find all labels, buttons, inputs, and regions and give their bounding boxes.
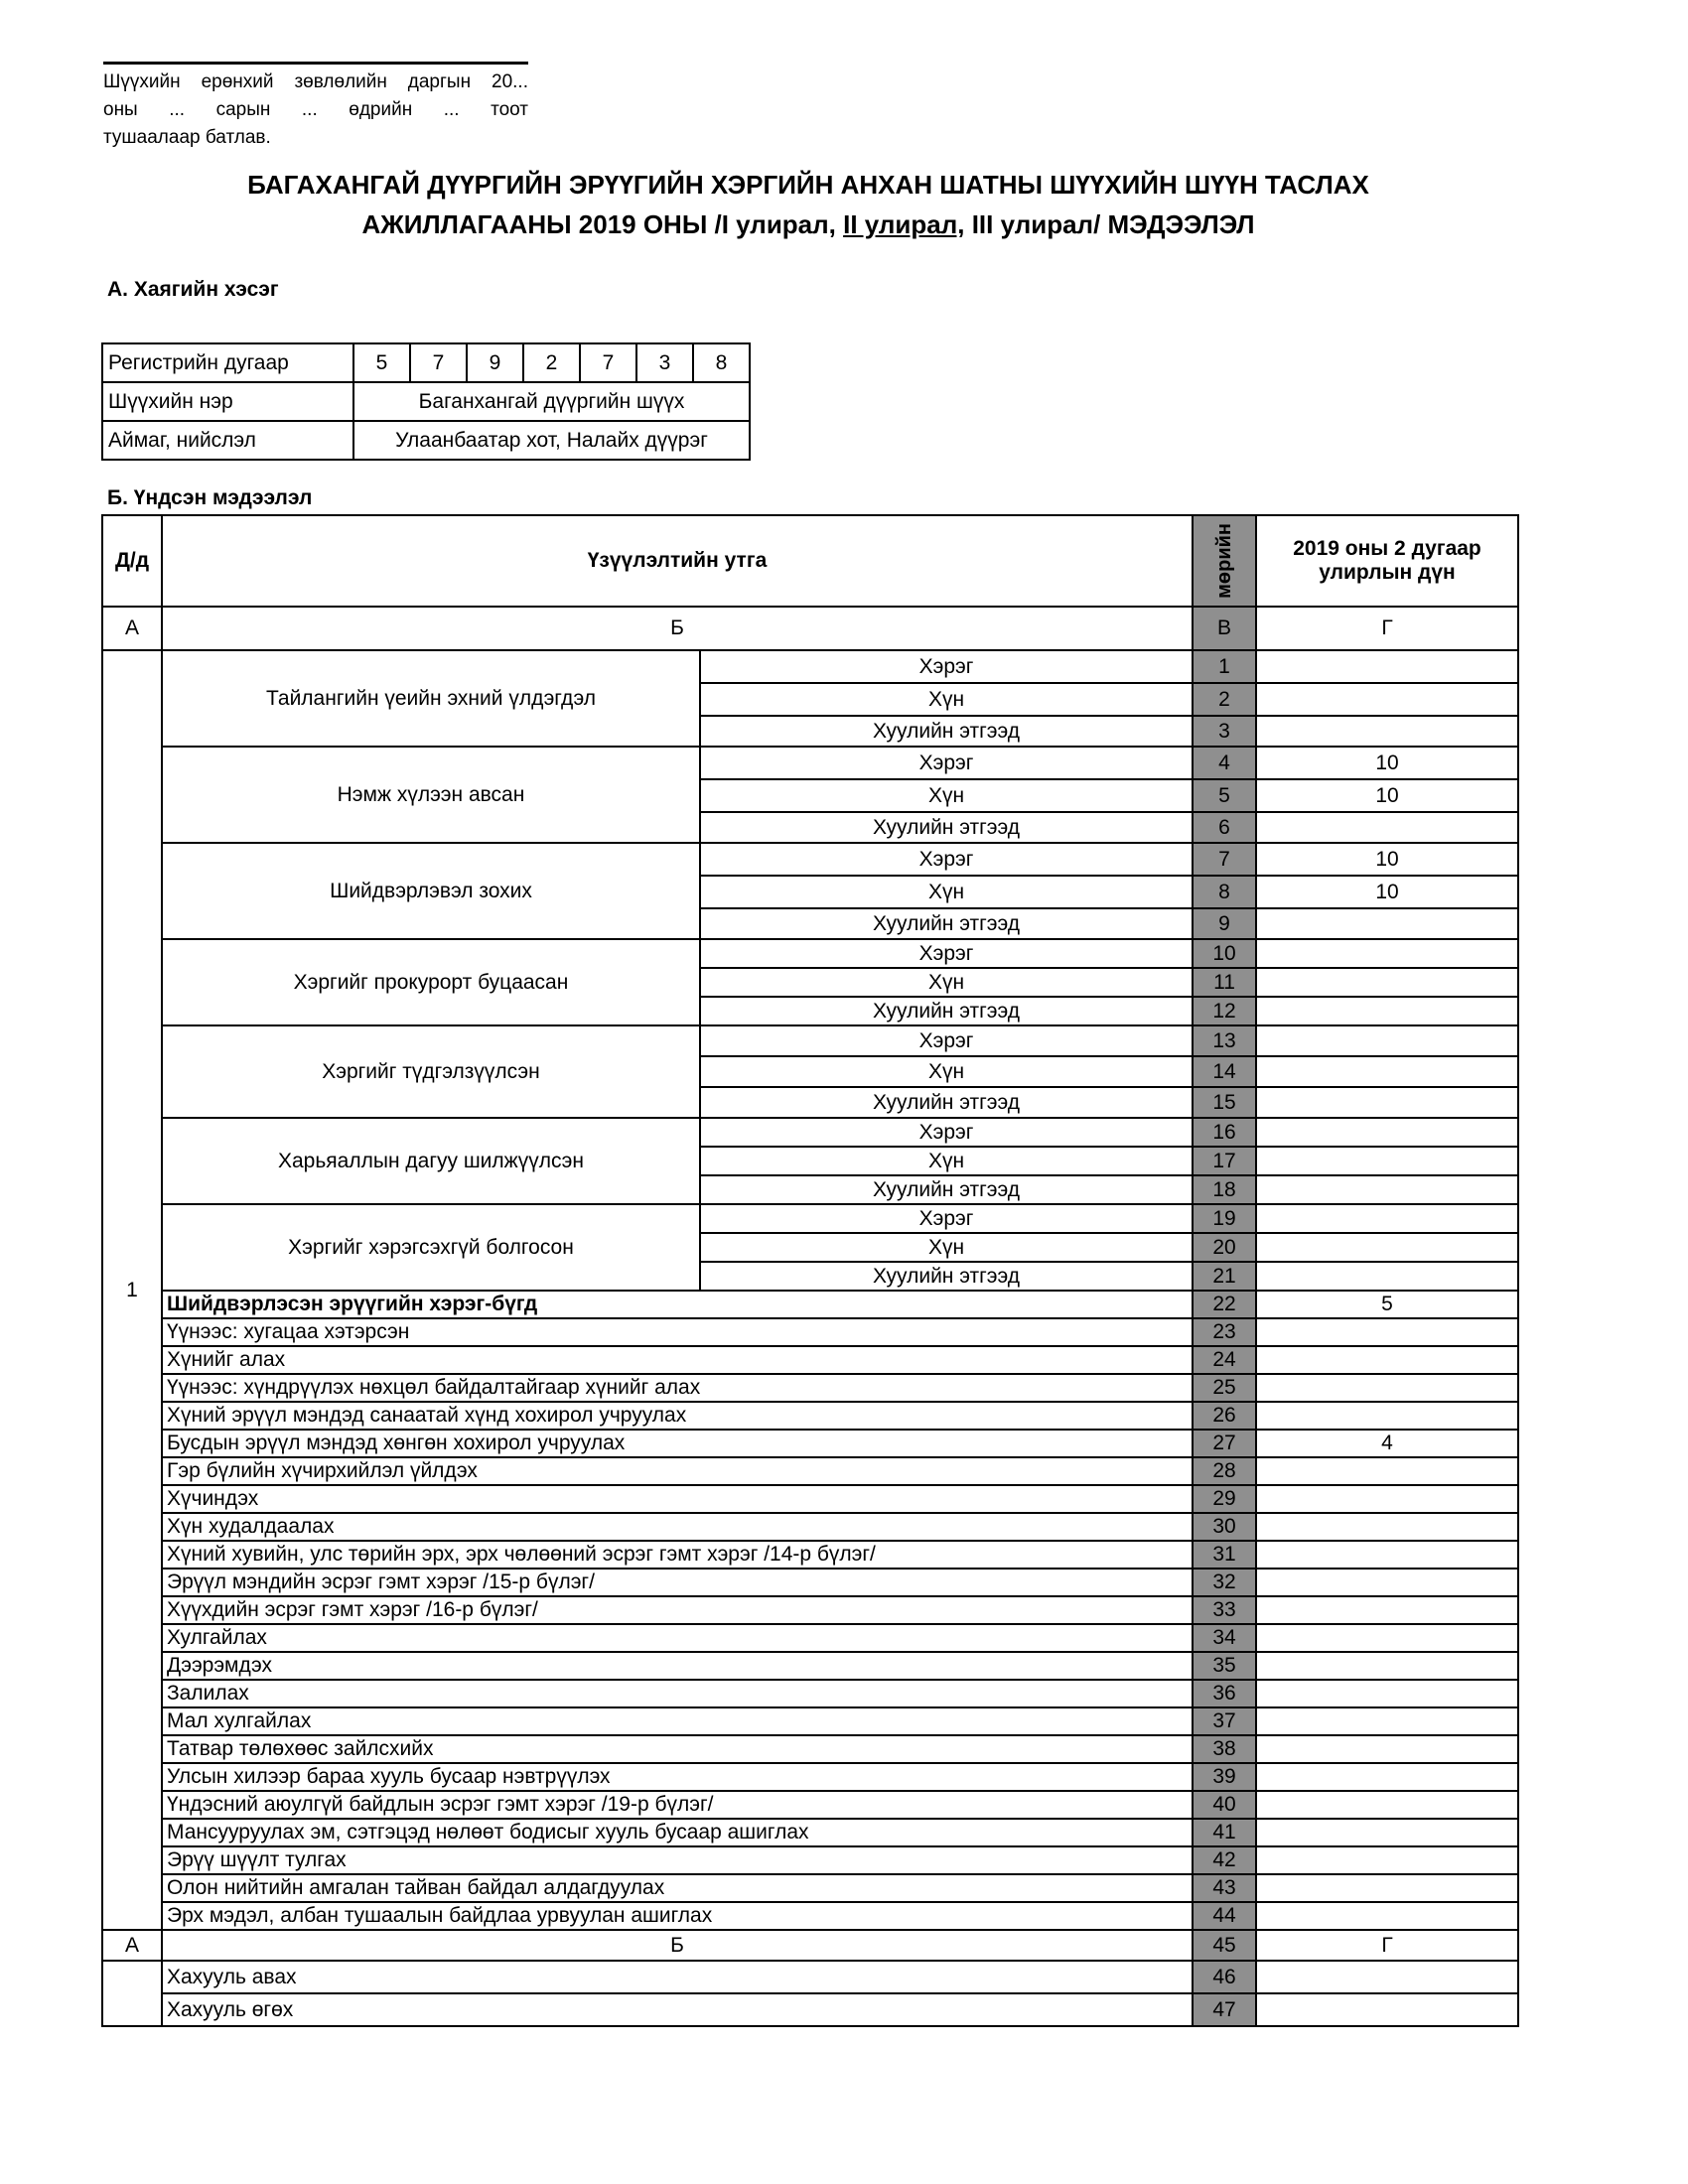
row-label: Улсын хилээр бараа хууль бусаар нэвтрүүлэх	[162, 1763, 1193, 1791]
value-cell	[1256, 1056, 1518, 1087]
sub-label: Хуулийн этгээд	[700, 1262, 1193, 1291]
row-number: 39	[1193, 1763, 1256, 1791]
sub-label: Хэрэг	[700, 939, 1193, 968]
row-number: 30	[1193, 1513, 1256, 1541]
row-number: 20	[1193, 1233, 1256, 1262]
value-cell	[1256, 716, 1518, 747]
value-cell	[1256, 997, 1518, 1025]
table-row	[102, 1291, 1518, 1318]
approval-line: оны ... сарын ... өдрийн ... тоот	[103, 99, 528, 120]
row-number: 13	[1193, 1025, 1256, 1056]
row-number: 12	[1193, 997, 1256, 1025]
court-label: Шүүхийн нэр	[102, 382, 353, 421]
sub-label: Хуулийн этгээд	[700, 908, 1193, 939]
value-cell	[1256, 1569, 1518, 1596]
sub-label: Хүн	[700, 1147, 1193, 1175]
row-number: 4	[1193, 747, 1256, 779]
value-cell	[1256, 939, 1518, 968]
row-number: 24	[1193, 1346, 1256, 1374]
group-label: Хэргийг прокурорт буцаасан	[162, 939, 700, 1025]
table-row	[102, 1993, 1518, 2026]
row-number: 41	[1193, 1819, 1256, 1846]
value-cell	[1256, 1652, 1518, 1680]
row-number: 7	[1193, 843, 1256, 876]
row-number: 35	[1193, 1652, 1256, 1680]
row-label: Гэр бүлийн хүчирхийлэл үйлдэх	[162, 1457, 1193, 1485]
table-row	[102, 1541, 1518, 1569]
letter-g: Г	[1256, 607, 1518, 650]
row-number: 33	[1193, 1596, 1256, 1624]
letters-row	[102, 1930, 1518, 1961]
row-number: 10	[1193, 939, 1256, 968]
page-title	[103, 165, 1513, 244]
sub-label: Хуулийн этгээд	[700, 716, 1193, 747]
table-row	[102, 1485, 1518, 1513]
row-number: 11	[1193, 968, 1256, 997]
sub-label: Хуулийн этгээд	[700, 1175, 1193, 1204]
title-text: III улирал/ МЭДЭЭЛЭЛ	[964, 209, 1255, 239]
value-cell	[1256, 1541, 1518, 1569]
value-cell	[1256, 1118, 1518, 1147]
group-label: Хэргийг түдгэлзүүлсэн	[162, 1025, 700, 1118]
row-number: 21	[1193, 1262, 1256, 1291]
table-row	[102, 1025, 1518, 1056]
approval-line: Шүүхийн ерөнхий зөвлөлийн даргын 20...	[103, 71, 528, 92]
table-row	[102, 1430, 1518, 1457]
row-number: 6	[1193, 812, 1256, 843]
value-cell: 10	[1256, 779, 1518, 812]
aimag-label: Аймаг, нийслэл	[102, 421, 353, 460]
value-cell	[1256, 1402, 1518, 1430]
value-cell	[1256, 1485, 1518, 1513]
table-row	[102, 382, 750, 421]
row-label: Хүнийг алах	[162, 1346, 1193, 1374]
value-cell	[1256, 1624, 1518, 1652]
value-cell	[1256, 1874, 1518, 1902]
row-number: 25	[1193, 1374, 1256, 1402]
letter-b: Б	[162, 607, 1193, 650]
value-cell	[1256, 650, 1518, 683]
table-row	[102, 1513, 1518, 1541]
table-row	[102, 1846, 1518, 1874]
row-label: Татвар төлөхөөс зайлсхийх	[162, 1735, 1193, 1763]
table-row	[102, 1204, 1518, 1233]
value-cell: 10	[1256, 876, 1518, 908]
value-cell	[1256, 1846, 1518, 1874]
table-row	[102, 1902, 1518, 1930]
row-label: Хахууль өгөх	[162, 1993, 1193, 2026]
sub-label: Хэрэг	[700, 747, 1193, 779]
court-value: Баганхангай дүүргийн шүүх	[353, 382, 750, 421]
row-number: 27	[1193, 1430, 1256, 1457]
row-number: 8	[1193, 876, 1256, 908]
table-row	[102, 1374, 1518, 1402]
sub-label: Хүн	[700, 876, 1193, 908]
table-row	[102, 1624, 1518, 1652]
table-row	[102, 421, 750, 460]
col-value-header: 2019 оны 2 дугаар улирлын дүн	[1256, 515, 1518, 607]
group-label: Нэмж хүлээн авсан	[162, 747, 700, 843]
value-cell	[1256, 1596, 1518, 1624]
approval-line: тушаалаар батлав.	[103, 127, 271, 148]
value-cell	[1256, 1819, 1518, 1846]
table-row	[102, 1652, 1518, 1680]
row-label: Хүний хувийн, улс төрийн эрх, эрх чөлөөний эсрэг гэмт хэрэг /14-р бүлэг/	[162, 1541, 1193, 1569]
table-row	[102, 1596, 1518, 1624]
table-row	[102, 843, 1518, 876]
row-number: 29	[1193, 1485, 1256, 1513]
row-number: 19	[1193, 1204, 1256, 1233]
value-cell	[1256, 1233, 1518, 1262]
value-cell	[1256, 1791, 1518, 1819]
title-text: АЖИЛЛАГААНЫ 2019 ОНЫ /I улирал,	[361, 209, 844, 239]
value-cell	[1256, 1961, 1518, 1993]
reg-digit: 5	[353, 343, 410, 382]
table-row	[102, 1735, 1518, 1763]
value-cell	[1256, 1680, 1518, 1707]
row-number: 37	[1193, 1707, 1256, 1735]
letters-row	[102, 607, 1518, 650]
value-cell	[1256, 1204, 1518, 1233]
value-cell	[1256, 1346, 1518, 1374]
col-row-label: мөрийн	[1213, 523, 1235, 599]
row-label: Хүүхдийн эсрэг гэмт хэрэг /16-р бүлэг/	[162, 1596, 1193, 1624]
table-row	[102, 1707, 1518, 1735]
sub-label: Хуулийн этгээд	[700, 812, 1193, 843]
row-label: Мал хулгайлах	[162, 1707, 1193, 1735]
value-cell	[1256, 1147, 1518, 1175]
row-number: 26	[1193, 1402, 1256, 1430]
row-number: 47	[1193, 1993, 1256, 2026]
table-row	[102, 1402, 1518, 1430]
sub-label: Хүн	[700, 683, 1193, 716]
letter-b: Б	[162, 1930, 1193, 1961]
row-number: 23	[1193, 1318, 1256, 1346]
value-cell	[1256, 1457, 1518, 1485]
row-label: Хүний эрүүл мэндэд санаатай хүнд хохирол учруулах	[162, 1402, 1193, 1430]
reg-digit: 3	[636, 343, 693, 382]
reg-digit: 8	[693, 343, 750, 382]
table-row	[102, 1569, 1518, 1596]
row-label: Хулгайлах	[162, 1624, 1193, 1652]
row-number: 1	[1193, 650, 1256, 683]
row-number: 22	[1193, 1291, 1256, 1318]
table-row	[102, 1791, 1518, 1819]
row-number: 5	[1193, 779, 1256, 812]
row-number: 28	[1193, 1457, 1256, 1485]
value-cell: 5	[1256, 1291, 1518, 1318]
row-number: 40	[1193, 1791, 1256, 1819]
row-label: Үндэсний аюулгүй байдлын эсрэг гэмт хэрэг /19-р бүлэг/	[162, 1791, 1193, 1819]
sub-label: Хэрэг	[700, 843, 1193, 876]
row-number: 34	[1193, 1624, 1256, 1652]
row-label: Үүнээс: хугацаа хэтэрсэн	[162, 1318, 1193, 1346]
sub-label: Хэрэг	[700, 1025, 1193, 1056]
row-number: 15	[1193, 1087, 1256, 1118]
value-cell	[1256, 1993, 1518, 2026]
row-number: 9	[1193, 908, 1256, 939]
sub-label: Хэрэг	[700, 650, 1193, 683]
title-line-2	[103, 205, 1513, 244]
group-number-empty	[102, 1961, 162, 2026]
letter-g: Г	[1256, 1930, 1518, 1961]
sub-label: Хэрэг	[700, 1118, 1193, 1147]
sub-label: Хүн	[700, 779, 1193, 812]
row-number: 43	[1193, 1874, 1256, 1902]
sub-label: Хэрэг	[700, 1204, 1193, 1233]
value-cell	[1256, 1087, 1518, 1118]
row-label: Мансууруулах эм, сэтгэцэд нөлөөт бодисыг хууль бусаар ашиглах	[162, 1819, 1193, 1846]
table-row	[102, 343, 750, 382]
reg-label: Регистрийн дугаар	[102, 343, 353, 382]
row-label: Шийдвэрлэсэн эрүүгийн хэрэг-бүгд	[162, 1291, 1193, 1318]
value-cell	[1256, 1025, 1518, 1056]
table-row	[102, 1318, 1518, 1346]
row-number: 32	[1193, 1569, 1256, 1596]
row-number: 36	[1193, 1680, 1256, 1707]
table-row	[102, 747, 1518, 779]
main-table	[101, 514, 1519, 2027]
table-row	[102, 1961, 1518, 1993]
value-cell	[1256, 812, 1518, 843]
value-cell	[1256, 1262, 1518, 1291]
group-label: Шийдвэрлэвэл зохих	[162, 843, 700, 939]
section-b-heading: Б. Үндсэн мэдээлэл	[107, 486, 313, 509]
letter-a: А	[102, 607, 162, 650]
reg-digit: 7	[410, 343, 467, 382]
col-indicator-header: Үзүүлэлтийн утга	[162, 515, 1193, 607]
value-cell	[1256, 1902, 1518, 1930]
value-cell	[1256, 968, 1518, 997]
value-cell: 10	[1256, 747, 1518, 779]
row-label: Эрүү шүүлт тулгах	[162, 1846, 1193, 1874]
row-label: Олон нийтийн амгалан тайван байдал алдагдуулах	[162, 1874, 1193, 1902]
value-cell	[1256, 1175, 1518, 1204]
value-cell	[1256, 1763, 1518, 1791]
title-underlined: II улирал,	[843, 209, 965, 239]
row-number: 18	[1193, 1175, 1256, 1204]
sub-label: Хуулийн этгээд	[700, 1087, 1193, 1118]
table-row	[102, 1457, 1518, 1485]
table-row	[102, 1763, 1518, 1791]
title-line-1: БАГАХАНГАЙ ДҮҮРГИЙН ЭРҮҮГИЙН ХЭРГИЙН АНХАН ШАТНЫ ШҮҮХИЙН ШҮҮН ТАСЛАХ	[247, 170, 1369, 200]
row-label: Хүчиндэх	[162, 1485, 1193, 1513]
row-label: Эрх мэдэл, албан тушаалын байдлаа урвуулан ашиглах	[162, 1902, 1193, 1930]
value-cell	[1256, 1318, 1518, 1346]
value-cell	[1256, 908, 1518, 939]
row-number: 46	[1193, 1961, 1256, 1993]
table-row	[102, 1874, 1518, 1902]
group-label: Тайлангийн үеийн эхний үлдэгдэл	[162, 650, 700, 747]
row-label: Бусдын эрүүл мэндэд хөнгөн хохирол учруулах	[162, 1430, 1193, 1457]
address-table	[101, 342, 751, 461]
row-label: Хахууль авах	[162, 1961, 1193, 1993]
approval-block	[103, 62, 528, 152]
value-cell: 4	[1256, 1430, 1518, 1457]
reg-digit: 2	[523, 343, 580, 382]
table-row	[102, 650, 1518, 683]
row-number: 17	[1193, 1147, 1256, 1175]
group-label: Хэргийг хэрэгсэхгүй болгосон	[162, 1204, 700, 1291]
value-cell	[1256, 1707, 1518, 1735]
sub-label: Хуулийн этгээд	[700, 997, 1193, 1025]
letter-v: В	[1193, 607, 1256, 650]
row-number: 16	[1193, 1118, 1256, 1147]
group-number: 1	[102, 650, 162, 1930]
reg-digit: 9	[467, 343, 523, 382]
row-label: Үүнээс: хүндрүүлэх нөхцөл байдалтайгаар хүнийг алах	[162, 1374, 1193, 1402]
row-number: 3	[1193, 716, 1256, 747]
row-number: 42	[1193, 1846, 1256, 1874]
sub-label: Хүн	[700, 1056, 1193, 1087]
row-label: Дээрэмдэх	[162, 1652, 1193, 1680]
table-row	[102, 1680, 1518, 1707]
table-row	[102, 939, 1518, 968]
row-label: Эрүүл мэндийн эсрэг гэмт хэрэг /15-р бүлэг/	[162, 1569, 1193, 1596]
sub-label: Хүн	[700, 1233, 1193, 1262]
row-number: 44	[1193, 1902, 1256, 1930]
col-dd-header: Д/д	[102, 515, 162, 607]
row-number: 45	[1193, 1930, 1256, 1961]
value-cell	[1256, 1513, 1518, 1541]
row-number: 2	[1193, 683, 1256, 716]
value-cell	[1256, 683, 1518, 716]
section-a-heading: А. Хаягийн хэсэг	[107, 278, 279, 301]
row-number: 31	[1193, 1541, 1256, 1569]
aimag-value: Улаанбаатар хот, Налайх дүүрэг	[353, 421, 750, 460]
col-row-header	[1193, 515, 1256, 607]
table-row	[102, 1346, 1518, 1374]
value-cell: 10	[1256, 843, 1518, 876]
header-row	[102, 515, 1518, 607]
group-label: Харьяаллын дагуу шилжүүлсэн	[162, 1118, 700, 1204]
main-table-body	[102, 515, 1518, 2026]
row-number: 14	[1193, 1056, 1256, 1087]
table-row	[102, 1118, 1518, 1147]
letter-a: А	[102, 1930, 162, 1961]
value-cell	[1256, 1735, 1518, 1763]
table-row	[102, 1819, 1518, 1846]
sub-label: Хүн	[700, 968, 1193, 997]
reg-digit: 7	[580, 343, 636, 382]
row-label: Залилах	[162, 1680, 1193, 1707]
value-cell	[1256, 1374, 1518, 1402]
row-number: 38	[1193, 1735, 1256, 1763]
row-label: Хүн худалдаалах	[162, 1513, 1193, 1541]
